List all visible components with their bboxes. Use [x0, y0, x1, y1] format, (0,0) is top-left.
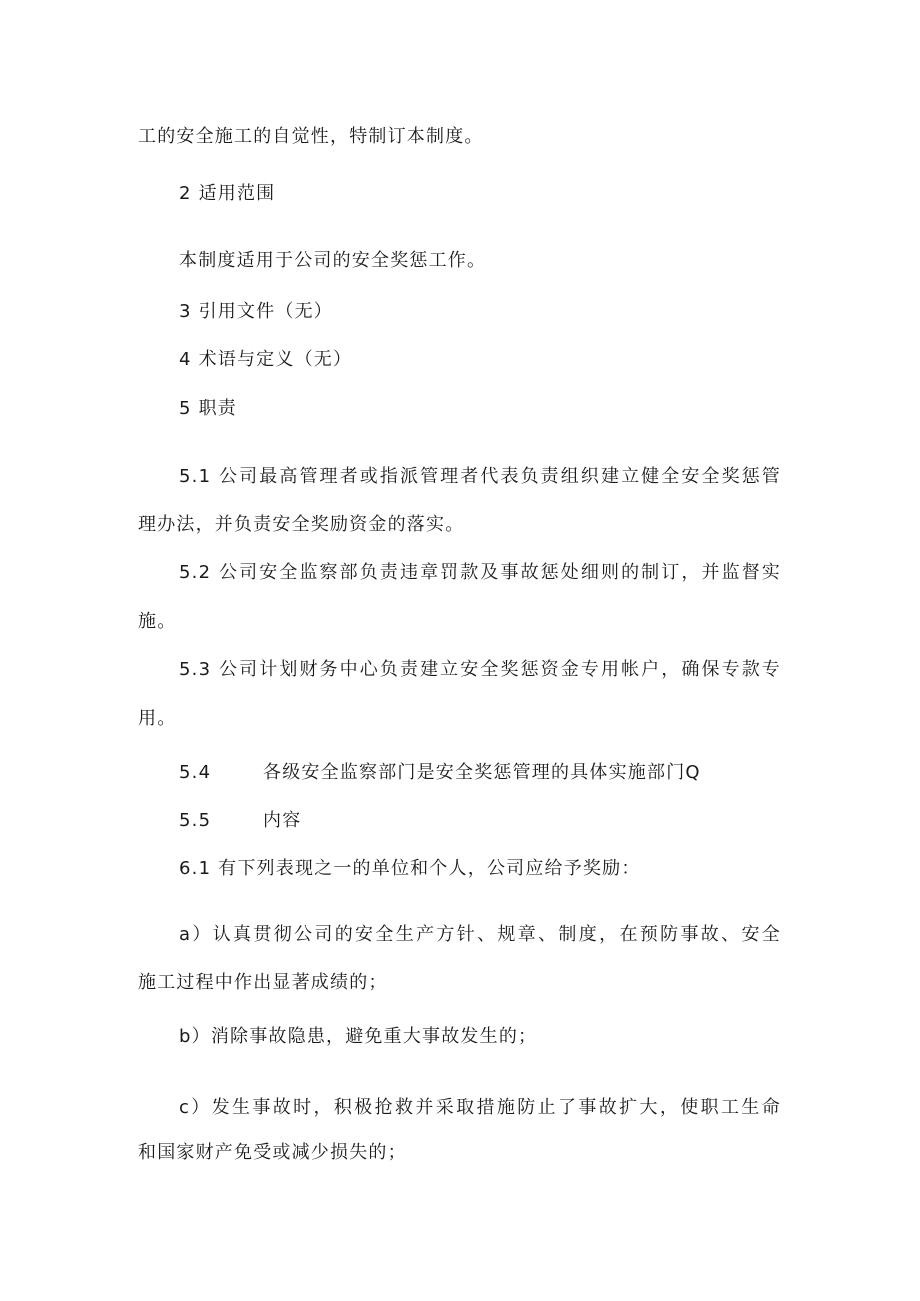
paragraph-line: 工的安全施工的自觉性，特制订本制度。 — [138, 126, 484, 147]
clause-5-3-line-1: 5.3 公司计划财务中心负责建立安全奖惩资金专用帐户，确保专款专 — [179, 659, 781, 680]
clause-5-1-line-2: 理办法，并负责安全奖励资金的落实。 — [138, 514, 465, 535]
item-a-line-2: 施工过程中作出显著成绩的； — [138, 972, 388, 993]
clause-5-3-line-2: 用。 — [138, 708, 177, 729]
section-heading-duties: 5 职责 — [179, 398, 237, 419]
item-c-line-2: 和国家财产免受或减少损失的； — [138, 1142, 407, 1163]
clause-5-1-line-1: 5.1 公司最高管理者或指派管理者代表负责组织建立健全安全奖惩管 — [179, 466, 781, 487]
section-heading-references: 3 引用文件（无） — [179, 301, 333, 322]
clause-5-5 — [179, 809, 301, 833]
clause-number: 5.4 — [179, 762, 212, 783]
clause-number: 5.5 — [179, 810, 212, 831]
section-heading-terms: 4 术语与定义（无） — [179, 349, 353, 370]
paragraph-line: 本制度适用于公司的安全奖惩工作。 — [179, 250, 487, 271]
clause-5-4 — [179, 761, 701, 785]
section-heading-scope: 2 适用范围 — [179, 183, 276, 204]
item-b: b）消除事故隐患，避免重大事故发生的； — [179, 1026, 538, 1047]
clause-text: 内容 — [263, 810, 302, 831]
clause-5-2-line-1: 5.2 公司安全监察部负责违章罚款及事故惩处细则的制订，并监督实 — [179, 562, 781, 583]
clause-5-2-line-2: 施。 — [138, 611, 177, 632]
item-c-line-1: c）发生事故时，积极抢救并采取措施防止了事故扩大，使职工生命 — [179, 1097, 781, 1118]
item-a-line-1: a）认真贯彻公司的安全生产方针、规章、制度，在预防事故、安全 — [179, 924, 781, 945]
clause-text: 各级安全监察部门是安全奖惩管理的具体实施部门Q — [263, 762, 701, 783]
clause-6-1: 6.1 有下列表现之一的单位和个人，公司应给予奖励： — [179, 858, 641, 879]
